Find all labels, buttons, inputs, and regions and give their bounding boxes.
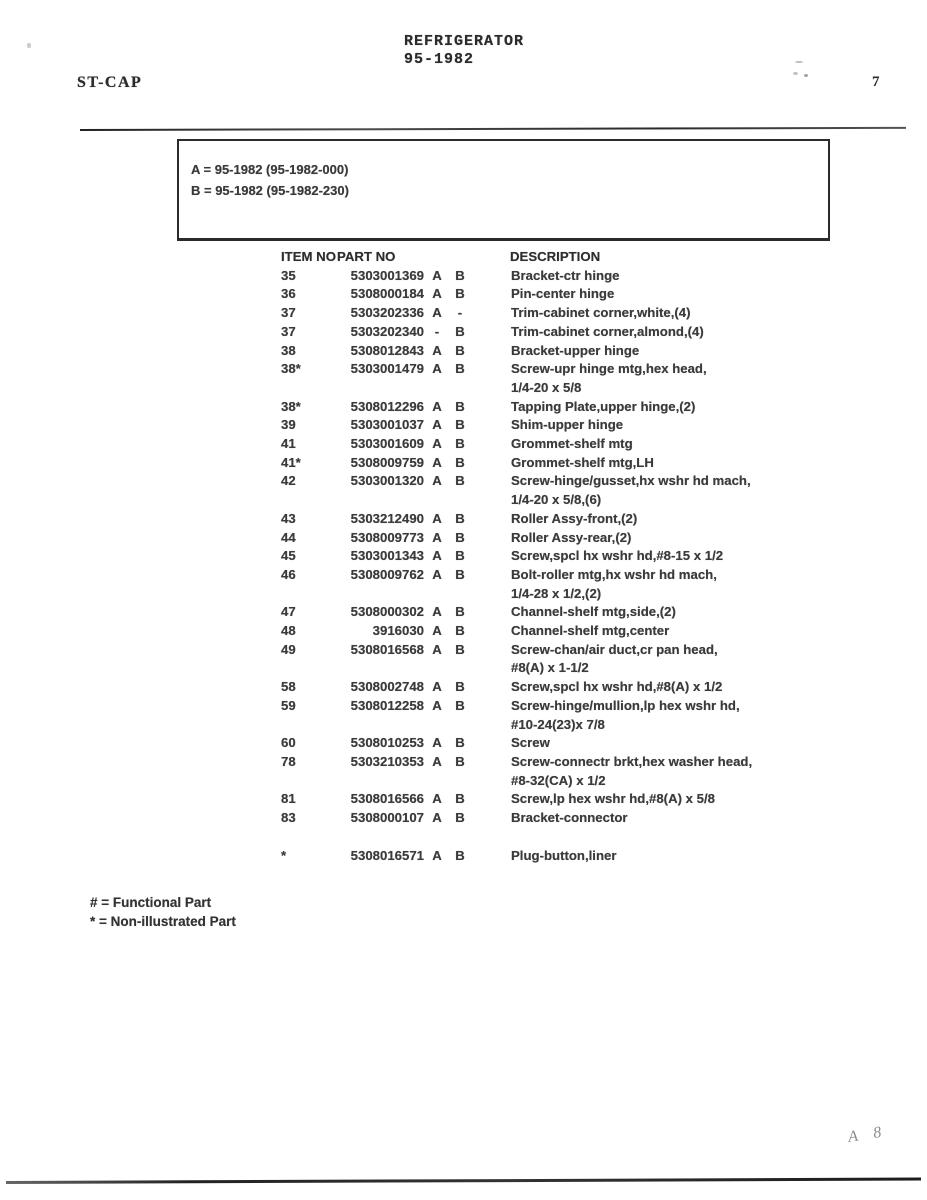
description-cell [511,323,901,342]
part-no-cell: 5308002748 [350,679,424,695]
description-line: #8(A) x 1-1/2 [511,660,589,676]
table-row [281,697,901,734]
part-no-cell: 5303001609 [350,436,424,452]
description-cell [511,678,901,697]
part-no-cell: 5303001037 [350,417,424,433]
model-b-flag: B [455,417,465,433]
model-a-flag: A [432,417,442,433]
description-cell [511,809,901,828]
description-line: Trim-cabinet corner,white,(4) [511,305,691,321]
model-b-flag: B [455,753,465,769]
description-cell [511,697,901,734]
table-row [281,847,901,866]
item-no-cell: 81 [281,791,296,807]
table-row [281,510,901,529]
part-no-cell: 5308000107 [350,810,424,826]
description-cell [511,416,901,435]
description-line: #8-32(CA) x 1/2 [511,772,606,788]
model-a-flag: A [432,342,442,358]
model-b-flag: B [455,735,465,751]
description-line: Screw-chan/air duct,cr pan head, [511,641,718,657]
table-row [281,790,901,809]
model-a-flag: A [432,454,442,470]
model-a-flag: A [432,810,442,826]
item-no-cell: * [281,847,287,863]
model-a-flag: A [432,473,442,489]
description-line: Screw,spcl hx wshr hd,#8-15 x 1/2 [511,548,724,564]
table-row [281,360,901,397]
item-no-cell: 83 [281,810,296,826]
table-row [281,267,901,286]
section-code: ST-CAP [77,74,143,91]
part-no-cell: 5303210353 [350,753,424,769]
model-b-flag: B [455,342,465,358]
item-no-cell: 35 [281,267,296,283]
description-line: Screw-connectr brkt,hex washer head, [511,753,753,769]
table-row [281,753,901,790]
description-line: Bracket-ctr hinge [511,267,620,283]
description-line: Bracket-connector [511,810,628,826]
item-no-cell: 38 [281,342,296,358]
page-number: 7 [872,74,880,90]
part-no-cell: 5303001479 [350,361,424,377]
table-row [281,454,901,473]
model-b-flag: B [455,641,465,657]
item-no-cell: 42 [281,473,296,489]
description-cell [511,603,901,622]
model-a-flag: A [432,286,442,302]
item-no-cell: 46 [281,566,296,582]
legend-model-a: A = 95-1982 (95-1982-000) [191,162,349,177]
model-b-flag: B [455,510,465,526]
table-row [281,809,901,828]
table-row [281,603,901,622]
model-b-flag: B [455,398,465,414]
model-a-flag: A [432,697,442,713]
description-cell [511,847,901,866]
model-a-flag: A [432,361,442,377]
model-a-flag: A [432,735,442,751]
model-a-flag: A [432,604,442,620]
footnote-functional: # = Functional Part [90,895,212,910]
doc-title: REFRIGERATOR [404,33,525,50]
part-no-cell: 5308000302 [350,604,424,620]
table-row [281,566,901,603]
description-line: Grommet-shelf mtg [511,436,633,452]
part-no-cell: 5308010253 [350,735,424,751]
item-no-cell: 37 [281,305,296,321]
model-b-flag: B [455,436,465,452]
item-no-cell: 60 [281,735,296,751]
part-no-cell: 5308016571 [350,847,424,863]
table-row [281,342,901,361]
pencil-smudge [793,60,815,80]
model-a-flag: A [432,436,442,452]
page-bottom-line [6,1177,921,1183]
legend-model-b: B = 95-1982 (95-1982-230) [191,183,349,198]
description-line: Trim-cabinet corner,almond,(4) [511,323,704,339]
part-no-cell: 5308012843 [350,342,424,358]
description-cell [511,790,901,809]
model-a-flag: A [432,791,442,807]
table-header-row [281,248,901,267]
table-row [281,547,901,566]
description-line: Channel-shelf mtg,side,(2) [511,604,676,620]
model-b-flag: B [455,323,465,339]
description-line: Screw,lp hex wshr hd,#8(A) x 5/8 [511,791,715,807]
model-b-flag: - [457,305,463,321]
model-b-flag: B [455,529,465,545]
item-no-cell: 49 [281,641,296,657]
header-item-no: ITEM NO [281,249,336,264]
part-no-cell: 5308009773 [350,529,424,545]
item-no-cell: 41 [281,436,296,452]
item-no-cell: 38* [281,361,301,377]
item-no-cell: 41* [281,454,301,470]
table-row [281,641,901,678]
description-line: 1/4-20 x 5/8 [511,379,582,395]
description-line: Roller Assy-front,(2) [511,510,638,526]
table-row [281,529,901,548]
description-line: Screw [511,735,550,751]
description-line: Screw,spcl hx wshr hd,#8(A) x 1/2 [511,679,723,695]
part-no-cell: 5308012258 [350,697,424,713]
part-no-cell: 5308009762 [350,566,424,582]
handwritten-annotation: A 8 [846,1123,889,1146]
description-cell [511,304,901,323]
item-no-cell: 59 [281,697,296,713]
part-no-cell: 5308000184 [350,286,424,302]
description-cell [511,454,901,473]
description-line: Pin-center hinge [511,286,615,302]
table-row [281,472,901,509]
part-no-cell: 5303001320 [350,473,424,489]
description-cell [511,641,901,678]
item-no-cell: 44 [281,529,296,545]
model-a-flag: A [432,510,442,526]
model-a-flag: - [434,323,440,339]
model-b-flag: B [455,566,465,582]
model-a-flag: A [432,753,442,769]
model-b-flag: B [455,473,465,489]
description-line: Bolt-roller mtg,hx wshr hd mach, [511,566,717,582]
table-row [281,435,901,454]
table-row [281,323,901,342]
part-no-cell: 5303212490 [350,510,424,526]
item-no-cell: 43 [281,510,296,526]
model-b-flag: B [455,361,465,377]
parts-table [281,248,901,866]
part-no-cell: 5303001369 [350,267,424,283]
description-cell [511,734,901,753]
header-divider-line [80,127,906,131]
table-row [281,622,901,641]
model-a-flag: A [432,529,442,545]
part-no-cell: 5303001343 [350,548,424,564]
part-no-cell: 5308016566 [350,791,424,807]
description-line: Screw-hinge/mullion,lp hex wshr hd, [511,697,740,713]
model-b-flag: B [455,697,465,713]
doc-number: 95-1982 [404,51,475,68]
model-a-flag: A [432,679,442,695]
description-line: Roller Assy-rear,(2) [511,529,632,545]
description-cell [511,622,901,641]
description-cell [511,510,901,529]
header-part-no: PART NO [337,249,396,264]
footnote-non-illustrated: * = Non-illustrated Part [90,914,236,929]
model-a-flag: A [432,847,442,863]
part-no-cell: 5303202336 [350,305,424,321]
description-cell [511,342,901,361]
part-no-cell: 5308009759 [350,454,424,470]
table-row [281,734,901,753]
description-cell [511,547,901,566]
description-line: Screw-upr hinge mtg,hex head, [511,361,707,377]
item-no-cell: 36 [281,286,296,302]
description-cell [511,529,901,548]
item-no-cell: 45 [281,548,296,564]
document-header [404,33,524,69]
table-row [281,304,901,323]
model-b-flag: B [455,791,465,807]
model-a-flag: A [432,305,442,321]
item-no-cell: 39 [281,417,296,433]
model-a-flag: A [432,641,442,657]
description-cell [511,285,901,304]
description-line: 1/4-28 x 1/2,(2) [511,585,602,601]
model-a-flag: A [432,548,442,564]
model-a-flag: A [432,566,442,582]
table-row [281,678,901,697]
description-cell [511,566,901,603]
model-b-flag: B [455,286,465,302]
model-b-flag: B [455,267,465,283]
description-cell [511,360,901,397]
description-line: 1/4-20 x 5/8,(6) [511,492,602,508]
header-description: DESCRIPTION [510,249,601,264]
description-line: Screw-hinge/gusset,hx wshr hd mach, [511,473,751,489]
description-line: Bracket-upper hinge [511,342,640,358]
description-cell [511,435,901,454]
item-no-cell: 47 [281,604,296,620]
footnotes [90,893,236,931]
model-a-flag: A [432,398,442,414]
item-no-cell: 78 [281,753,296,769]
model-b-flag: B [455,604,465,620]
model-b-flag: B [455,847,465,863]
model-legend-box [177,139,830,241]
description-cell [511,472,901,509]
parts-table-body [281,267,901,866]
table-row [281,285,901,304]
description-line: Shim-upper hinge [511,417,624,433]
part-no-cell: 5308012296 [350,398,424,414]
item-no-cell: 48 [281,623,296,639]
description-line: Plug-button,liner [511,847,617,863]
model-b-flag: B [455,548,465,564]
scan-speck [27,43,31,48]
model-b-flag: B [455,810,465,826]
model-b-flag: B [455,454,465,470]
table-row [281,416,901,435]
model-b-flag: B [455,623,465,639]
description-line: Channel-shelf mtg,center [511,623,670,639]
model-a-flag: A [432,623,442,639]
description-line: Tapping Plate,upper hinge,(2) [511,398,696,414]
description-cell [511,267,901,286]
model-b-flag: B [455,679,465,695]
description-cell [511,398,901,417]
item-no-cell: 38* [281,398,301,414]
item-no-cell: 37 [281,323,296,339]
part-no-cell: 5303202340 [350,323,424,339]
item-no-cell: 58 [281,679,296,695]
model-a-flag: A [432,267,442,283]
table-row [281,398,901,417]
part-no-cell: 5308016568 [350,641,424,657]
description-cell [511,753,901,790]
description-line: Grommet-shelf mtg,LH [511,454,654,470]
part-no-cell: 3916030 [372,623,424,639]
description-line: #10-24(23)x 7/8 [511,716,605,732]
